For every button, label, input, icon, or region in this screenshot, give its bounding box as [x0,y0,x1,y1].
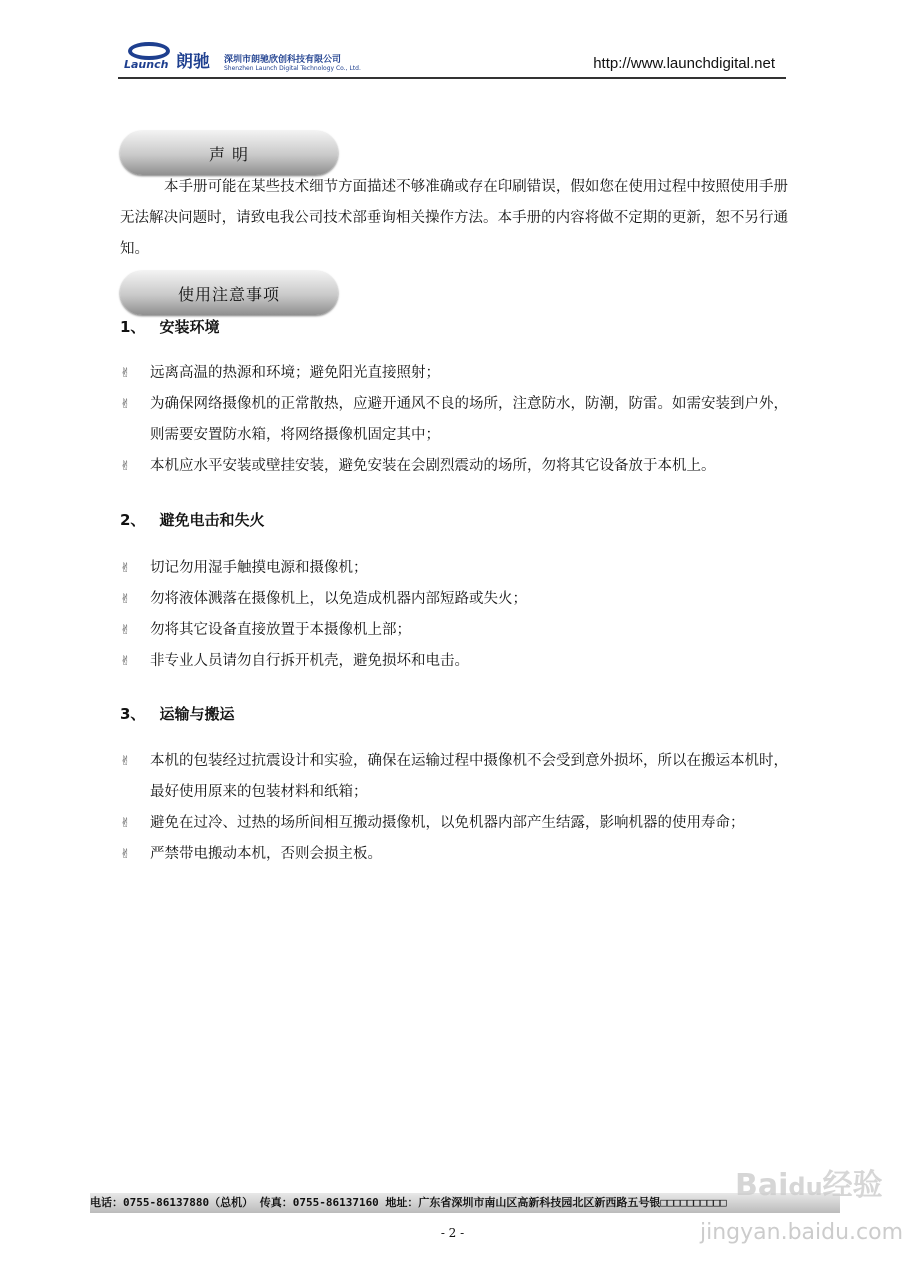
company-name [224,52,361,72]
section-heading [120,703,248,724]
logo-cn: 朗驰 [176,52,210,72]
hand-bullet-icon: ✌ [120,847,131,862]
precautions-heading: 使用注意事项 [120,271,338,315]
launch-logo-icon [124,42,174,72]
bullet-item [120,839,788,870]
hand-bullet-icon: ✌ [120,366,131,381]
hand-bullet-icon: ✌ [120,623,131,638]
company-logo [124,42,361,72]
bullet-text: 本机应水平安装或壁挂安装，避免安装在会剧烈震动的场所，勿将其它设备放于本机上。 [150,458,716,474]
section-heading [120,509,278,530]
bullet-text: 严禁带电搬动本机，否则会损主板。 [150,846,382,862]
section-number: 2、 [120,511,146,529]
bullet-text: 非专业人员请勿自行拆开机壳，避免损坏和电击。 [150,653,469,669]
bullet-text: 避免在过冷、过热的场所间相互搬动摄像机，以免机器内部产生结露，影响机器的使用寿命； [150,815,745,831]
bullet-item [120,358,788,389]
hand-bullet-icon: ✌ [120,654,131,669]
bullet-item [120,553,788,584]
watermark-logo: Baidu经验 [735,1168,883,1203]
hand-bullet-icon: ✌ [120,561,131,576]
hand-bullet-icon: ✌ [120,397,131,412]
notice-heading: 声 明 [120,131,338,175]
bullet-item [120,584,788,615]
logo-en: Launch [124,58,169,71]
notice-paragraph: 本手册可能在某些技术细节方面描述不够准确或存在印刷错误，假如您在使用过程中按照使用手册无法解决问题时，请致电我公司技术部垂询相关操作方法。本手册的内容将做不定期的更新，恕不另行通知。 [120,179,788,257]
header-url: http://www.launchdigital.net [593,55,775,72]
hand-bullet-icon: ✌ [120,592,131,607]
section-heading [120,316,233,337]
page-number: - 2 - [440,1226,465,1240]
bullet-item [120,389,788,451]
bullet-item [120,746,788,808]
bullet-text: 远离高温的热源和环境；避免阳光直接照射； [150,365,440,381]
section-title: 安装环境 [159,318,220,336]
bullet-item [120,808,788,839]
bullet-item [120,451,788,482]
section-title: 避免电击和失火 [159,511,265,529]
company-name-cn: 深圳市朗驰欣创科技有限公司 [224,55,342,65]
bullet-text: 勿将其它设备直接放置于本摄像机上部； [150,622,411,638]
bullet-text: 勿将液体溅落在摄像机上，以免造成机器内部短路或失火； [150,591,527,607]
company-name-en: Shenzhen Launch Digital Technology Co., Ltd. [224,65,361,72]
bullet-text: 为确保网络摄像机的正常散热，应避开通风不良的场所，注意防水，防潮，防雷。如需安装到户外，则需要安置防水箱，将网络摄像机固定其中； [150,396,788,443]
header-divider [118,77,786,79]
hand-bullet-icon: ✌ [120,754,131,769]
bullet-text: 本机的包装经过抗震设计和实验，确保在运输过程中摄像机不会受到意外损坏，所以在搬运本机时，最好使用原来的包装材料和纸箱； [150,753,788,800]
bullet-item [120,615,788,646]
hand-bullet-icon: ✌ [120,459,131,474]
watermark-url: jingyan.baidu.com [700,1220,904,1245]
bullet-text: 切记勿用湿手触摸电源和摄像机； [150,560,368,576]
section-title: 运输与搬运 [159,705,235,723]
bullet-item [120,646,788,677]
section-number: 1、 [120,318,146,336]
hand-bullet-icon: ✌ [120,816,131,831]
footer-contact: 电话：0755-86137880（总机） 传真：0755-86137160 地址：广东省深圳市南山区高新科技园北区新西路五号银□□□□□□□□□□ [90,1193,840,1213]
section-number: 3、 [120,705,146,723]
